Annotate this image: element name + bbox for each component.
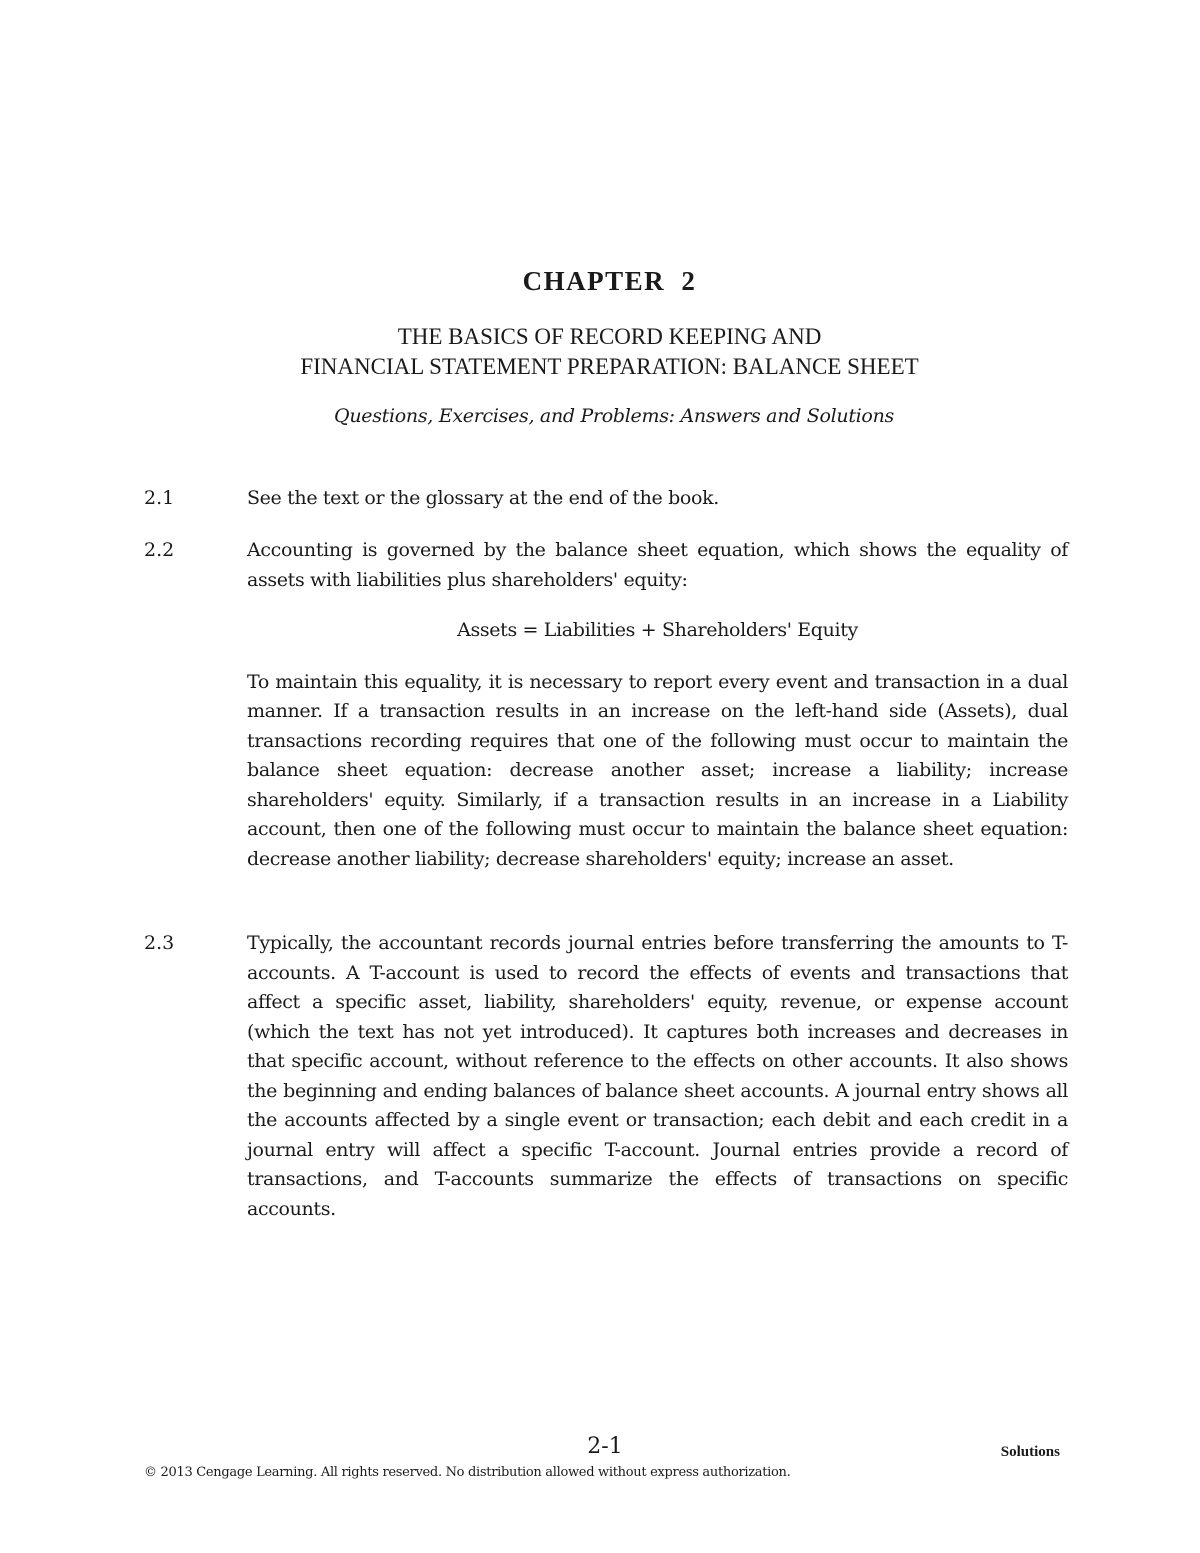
item-paragraph: Typically, the accountant records journal entries before transferring the amounts to T-accounts. A T-account is used to record the effects of events and transactions that affect a specific asset, liability, shareholders' equity, revenue, or expense account (which the text has not yet introduced). It captures both increases and decreases in that specific account, without reference to the effects on other accounts. It also shows the beginning and ending balances of balance sheet accounts. A journal entry shows all the accounts affected by a single event or transaction; each debit and each credit in a journal entry will affect a specific T-account. Journal entries provide a record of transactions, and T-accounts summarize the effects of transactions on specific accounts. xyxy=(247,932,1068,1220)
chapter-subtitle: Questions, Exercises, and Problems: Answers and Solutions xyxy=(334,405,894,427)
item-number: 2.3 xyxy=(144,932,175,954)
chapter-title-line-1: THE BASICS OF RECORD KEEPING AND xyxy=(397,324,822,349)
item-paragraph: To maintain this equality, it is necessary to report every event and transaction in a dual manner. If a transaction results in an increase on the left-hand side (Assets), dual transactions recording requires that one of the following must occur to maintain the balance sheet equation: decrease another asset; increase a liability; increase shareholders' equity. Similarly, if a transaction results in an increase in a Liability account, then one of the following must occur to maintain the balance sheet equation: decrease another liability; decrease shareholders' equity; increase an asset. xyxy=(247,670,1068,870)
chapter-title xyxy=(0,322,1200,382)
item-body xyxy=(247,536,1068,874)
page-number: 2-1 xyxy=(587,1434,623,1459)
chapter-heading: CHAPTER 2 xyxy=(522,266,697,296)
item-paragraph: Accounting is governed by the balance sheet equation, which shows the equality of assets with liabilities plus shareholders' equity: xyxy=(247,539,1068,591)
chapter-title-line-2: FINANCIAL STATEMENT PREPARATION: BALANCE SHEET xyxy=(300,354,919,379)
item-number: 2.2 xyxy=(144,539,175,561)
item-body xyxy=(247,484,1068,514)
copyright-notice: © 2013 Cengage Learning. All rights reserved. No distribution allowed without express authorization. xyxy=(144,1465,791,1480)
item-body xyxy=(247,929,1068,1224)
item-number: 2.1 xyxy=(144,487,175,509)
section-label: Solutions xyxy=(1000,1444,1060,1460)
balance-sheet-equation: Assets = Liabilities + Shareholders' Equity xyxy=(457,619,858,641)
item-paragraph: See the text or the glossary at the end of the book. xyxy=(247,487,719,509)
